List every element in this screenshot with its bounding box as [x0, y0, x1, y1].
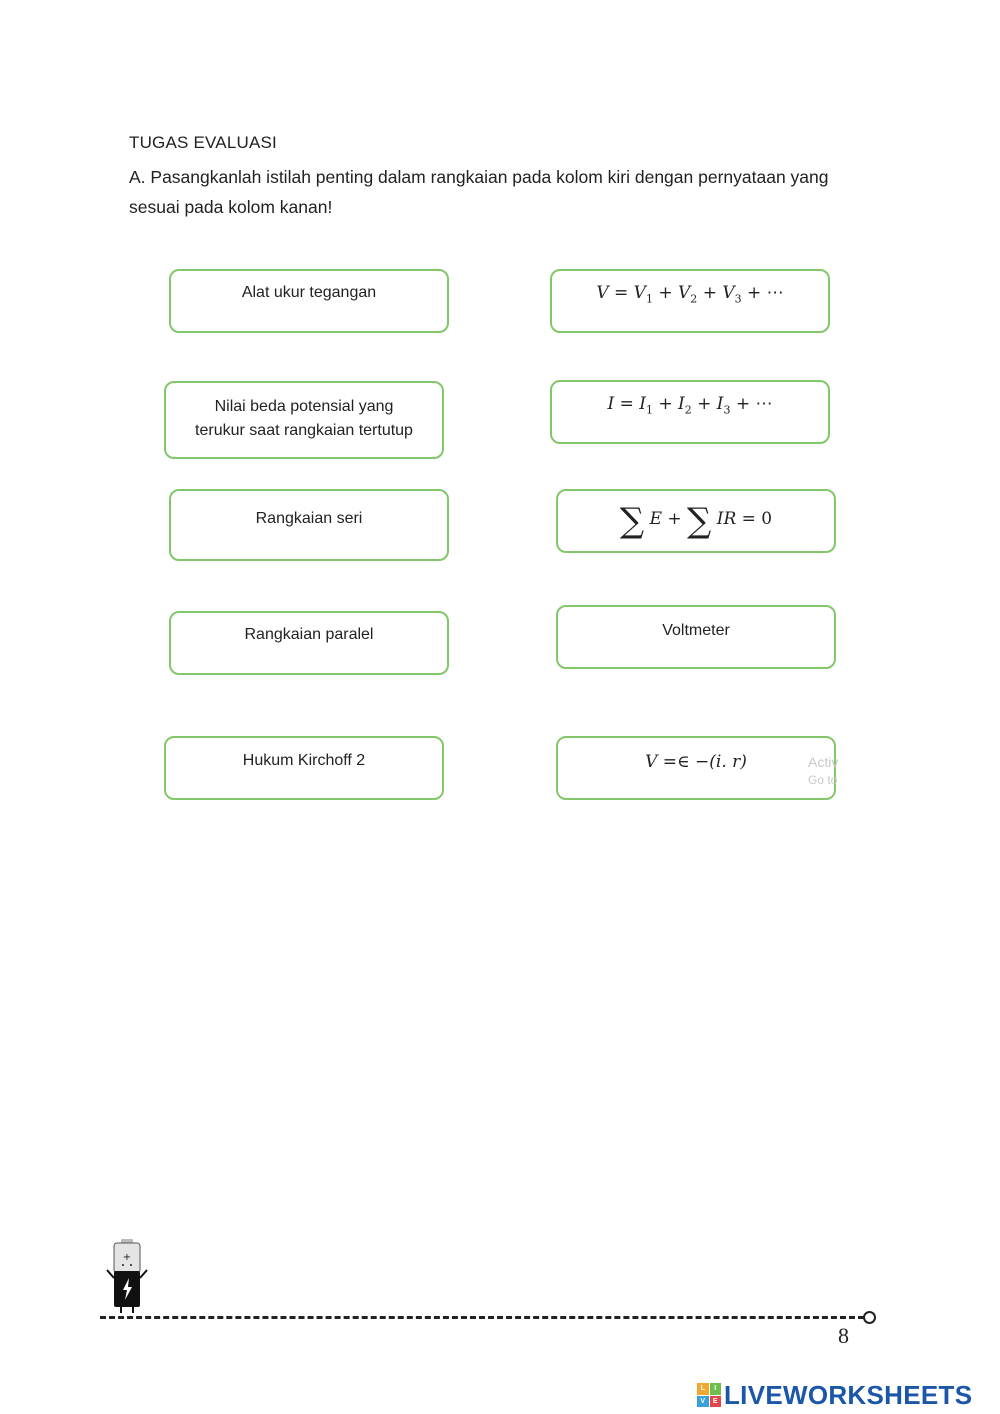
summation-symbol: ∑ [687, 501, 712, 541]
right-card-kirchhoff-formula[interactable] [556, 489, 836, 553]
left-card-voltage-meter[interactable] [169, 269, 449, 333]
formula-term: E [649, 509, 662, 529]
formula-lhs: V [596, 283, 609, 303]
footer-line-end-circle [863, 1311, 876, 1324]
formula-term: I [639, 394, 646, 414]
formula-subscript: 3 [734, 292, 742, 306]
formula-term: I [678, 394, 685, 414]
formula-subscript: 2 [684, 403, 692, 417]
formula-equals: = [614, 283, 629, 303]
footer-dashed-line [100, 1316, 864, 1319]
activation-watermark [808, 753, 838, 789]
logo-text: LIVEWORKSHEETS [724, 1379, 973, 1410]
formula-equals: = [619, 394, 634, 414]
section-title: TUGAS EVALUASI [129, 133, 277, 152]
left-card-series-circuit[interactable] [169, 489, 449, 561]
battery-mascot-icon [104, 1238, 150, 1314]
formula-term: V [633, 283, 646, 303]
left-card-label: Rangkaian seri [255, 510, 363, 527]
logo-tile: I [710, 1383, 722, 1395]
formula-term: IR [716, 509, 737, 529]
left-card-label-line2: terukur saat rangkaian tertutup [195, 422, 413, 439]
page-number: 8 [838, 1323, 849, 1348]
left-card-label: Hukum Kirchoff 2 [242, 752, 366, 769]
formula-term: V [678, 283, 691, 303]
left-card-closed-circuit-voltage[interactable] [164, 381, 444, 459]
formula-subscript: 3 [723, 403, 731, 417]
logo-tiles-icon [697, 1383, 721, 1407]
instruction-text: A. Pasangkanlah istilah penting dalam rangkaian pada kolom kiri dengan pernyataan yang sesuai pada kolom kanan! [129, 167, 829, 217]
formula-plus: + [667, 509, 682, 529]
left-card-kirchhoff-law[interactable] [164, 736, 444, 800]
formula-term: V [722, 283, 735, 303]
formula-lhs: I [607, 394, 615, 414]
left-card-label: Alat ukur tegangan [241, 284, 377, 301]
right-card-parallel-current-formula[interactable]: $I = I_1 + I_2 + I_3$ + ⋯ [550, 380, 830, 444]
left-card-label-line1: Nilai beda potensial yang [214, 398, 394, 415]
logo-tile: V [697, 1396, 709, 1408]
formula-rhs: = 0 [741, 509, 773, 529]
formula-term: I [716, 394, 724, 414]
right-card-series-voltage-formula[interactable]: $V = V_1 + V_2 + V_3$ + ⋯ [550, 269, 830, 333]
svg-text:+: + [122, 1252, 132, 1263]
right-card-terminal-voltage-formula[interactable] [556, 736, 839, 800]
watermark-line1: Activ [808, 754, 839, 770]
right-card-voltmeter[interactable] [556, 605, 836, 669]
left-card-parallel-circuit[interactable] [169, 611, 449, 675]
watermark-line2: Go to [808, 773, 838, 787]
formula-tail: + ⋯ [747, 283, 784, 303]
summation-symbol: ∑ [619, 501, 645, 541]
formula-subscript: 2 [690, 292, 698, 306]
formula-subscript: 1 [645, 292, 653, 306]
right-card-label: Voltmeter [662, 622, 730, 639]
formula-tail: + ⋯ [735, 394, 773, 414]
logo-tile: L [697, 1383, 709, 1395]
liveworksheets-logo [697, 1379, 972, 1411]
formula-text: V =∈ −(i. r) [645, 752, 747, 772]
logo-tile: E [710, 1396, 722, 1408]
formula-subscript: 1 [645, 403, 653, 417]
left-card-label: Rangkaian paralel [244, 626, 374, 643]
